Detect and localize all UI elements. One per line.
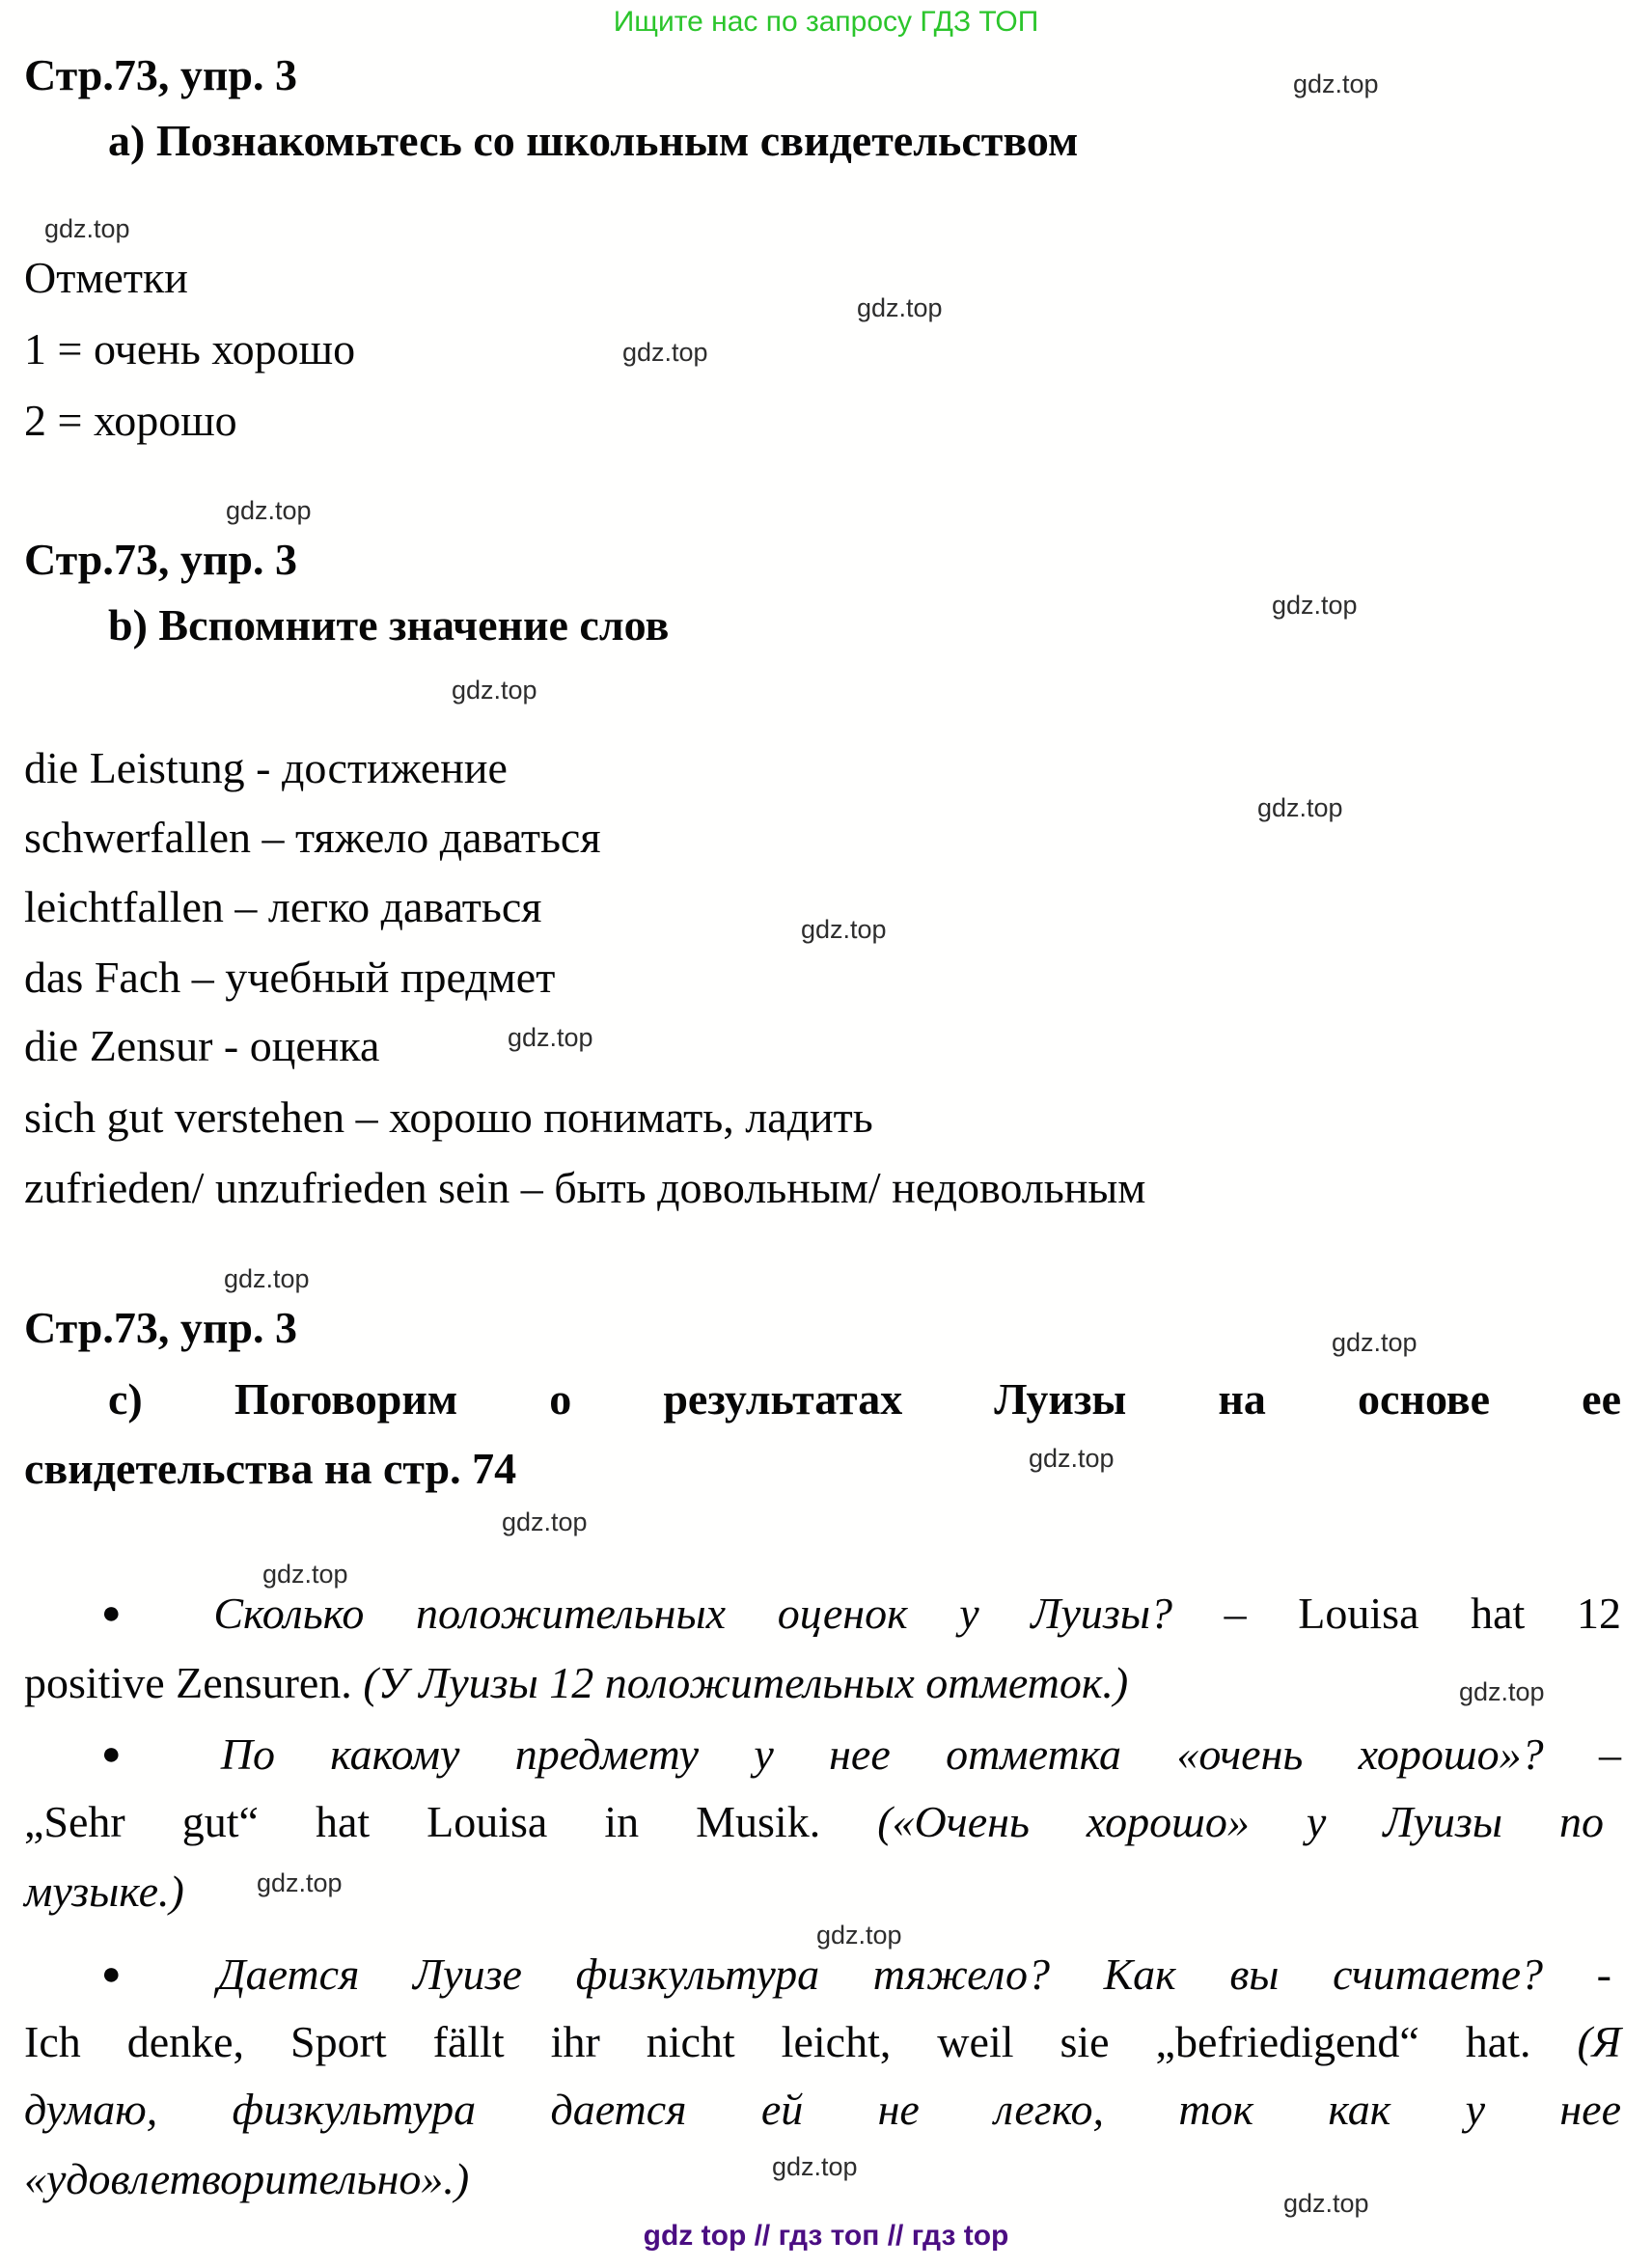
watermark-gdz-top: gdz.top bbox=[502, 1507, 588, 1536]
answer-text: positive Zensuren. bbox=[24, 1658, 352, 1707]
vocab-item: leichtfallen – легко даваться bbox=[24, 882, 542, 931]
task-c-heading-line1: c) Поговорим о результатах Луизы на основе ее bbox=[108, 1374, 1621, 1424]
vocab-item: die Leistung - достижение bbox=[24, 743, 508, 792]
watermark-gdz-top: gdz.top bbox=[1283, 2189, 1369, 2218]
mark-2-definition: 2 = хорошо bbox=[24, 396, 237, 445]
translation-text: (У Луизы 12 положительных отметок.) bbox=[363, 1658, 1129, 1707]
bullet-icon: ● bbox=[101, 1956, 164, 1992]
watermark-gdz-top: gdz.top bbox=[224, 1264, 310, 1293]
watermark-gdz-top: gdz.top bbox=[1459, 1677, 1545, 1706]
vocab-item: die Zensur - оценка bbox=[24, 1021, 380, 1070]
question-text: Дается Луизе физкультура тяжело? Как вы считаете? - bbox=[217, 1950, 1611, 1999]
bullet-icon: ● bbox=[101, 1595, 162, 1631]
bullet-answer-line bbox=[101, 1729, 1621, 1780]
watermark-gdz-top: gdz.top bbox=[257, 1868, 343, 1897]
bullet-answer-line bbox=[24, 1867, 184, 1917]
vocab-item: das Fach – учебный предмет bbox=[24, 953, 556, 1002]
footer-site-links: gdz top // гдз топ // гдз top bbox=[643, 2220, 1009, 2252]
bullet-icon: ● bbox=[101, 1736, 166, 1772]
exercise-title-a: Стр.73, упр. 3 bbox=[24, 50, 297, 99]
watermark-gdz-top: gdz.top bbox=[1293, 69, 1379, 98]
answer-text: Ich denke, Sport fällt ihr nicht leicht, weil sie „befriedigend“ hat. bbox=[24, 2017, 1531, 2066]
watermark-gdz-top: gdz.top bbox=[226, 496, 312, 525]
exercise-title-b: Стр.73, упр. 3 bbox=[24, 535, 297, 584]
watermark-gdz-top: gdz.top bbox=[1029, 1444, 1115, 1473]
answer-text: – Louisa hat 12 bbox=[1224, 1589, 1621, 1638]
bullet-answer-line bbox=[24, 2017, 1621, 2067]
bullet-answer-line bbox=[24, 2154, 469, 2204]
question-text: Сколько положительных оценок у Луизы? bbox=[213, 1589, 1172, 1638]
watermark-gdz-top: gdz.top bbox=[452, 676, 537, 705]
translation-text: (Я bbox=[1577, 2017, 1622, 2066]
watermark-gdz-top: gdz.top bbox=[1332, 1328, 1418, 1357]
watermark-gdz-top: gdz.top bbox=[1272, 591, 1358, 620]
translation-text: («Очень хорошо» у Луизы по bbox=[877, 1797, 1604, 1846]
watermark-gdz-top: gdz.top bbox=[816, 1921, 902, 1950]
vocab-item: zufrieden/ unzufrieden sein – быть довольным/ недовольным bbox=[24, 1163, 1146, 1212]
exercise-title-c: Стр.73, упр. 3 bbox=[24, 1303, 297, 1352]
watermark-gdz-top: gdz.top bbox=[801, 915, 887, 944]
watermark-gdz-top: gdz.top bbox=[508, 1023, 593, 1052]
bullet-answer-line bbox=[24, 2085, 1621, 2135]
watermark-gdz-top: gdz.top bbox=[262, 1560, 348, 1589]
answer-text: „Sehr gut“ hat Louisa in Musik. bbox=[24, 1797, 821, 1846]
translation-text: думаю, физкультура дается ей не легко, ток как у нее bbox=[24, 2085, 1621, 2134]
vocab-item: sich gut verstehen – хорошо понимать, ладить bbox=[24, 1093, 873, 1142]
bullet-answer-line bbox=[101, 1950, 1611, 2000]
watermark-gdz-top: gdz.top bbox=[1257, 793, 1343, 822]
watermark-gdz-top: gdz.top bbox=[622, 338, 708, 367]
bullet-answer-line bbox=[24, 1797, 1604, 1847]
task-a-heading: a) Познакомьтесь со школьным свидетельством bbox=[108, 116, 1079, 165]
vocab-item: schwerfallen – тяжело даваться bbox=[24, 813, 601, 862]
translation-text: музыке.) bbox=[24, 1867, 184, 1916]
promo-banner-text: Ищите нас по запросу ГДЗ ТОП bbox=[613, 6, 1039, 38]
mark-1-definition: 1 = очень хорошо bbox=[24, 324, 356, 373]
question-text: По какому предмету у нее отметка «очень хорошо»? – bbox=[220, 1729, 1621, 1779]
translation-text: «удовлетворительно».) bbox=[24, 2154, 470, 2203]
marks-label: Отметки bbox=[24, 253, 188, 302]
bullet-answer-line bbox=[24, 1658, 1128, 1708]
task-b-heading: b) Вспомните значение слов bbox=[108, 600, 670, 650]
bullet-answer-line bbox=[101, 1589, 1621, 1639]
task-c-heading-line2: свидетельства на стр. 74 bbox=[24, 1444, 517, 1493]
watermark-gdz-top: gdz.top bbox=[857, 293, 943, 322]
watermark-gdz-top: gdz.top bbox=[44, 214, 130, 243]
watermark-gdz-top: gdz.top bbox=[772, 2152, 858, 2181]
